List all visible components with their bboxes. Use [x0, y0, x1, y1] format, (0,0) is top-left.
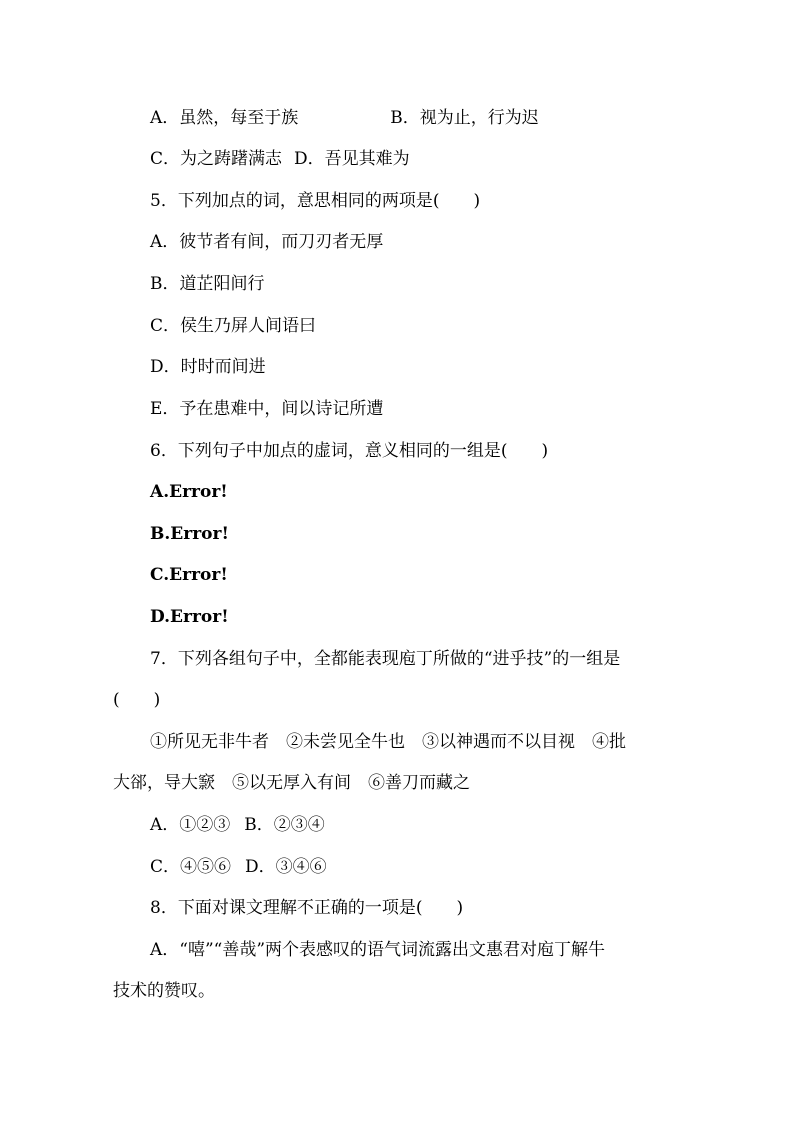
q8-option-a-line2: 技术的赞叹。: [113, 981, 215, 1001]
q4-option-c: C．为之踌躇满志: [150, 149, 283, 169]
q5-option-b: B．道芷阳间行: [150, 274, 265, 294]
q6-option-c: C.Error!: [150, 565, 228, 585]
q5-option-c: C．侯生乃屏人间语曰: [150, 316, 317, 336]
q7-option-d: D．③④⑥: [245, 857, 327, 877]
q7-option-a: A．①②③: [150, 815, 231, 835]
q5-stem: 5．下列加点的词，意思相同的两项是( ): [150, 191, 481, 211]
q4-option-b: B．视为止，行为迟: [390, 108, 539, 128]
q5-option-e: E．予在患难中，间以诗记所遭: [150, 399, 384, 419]
q4-options-row2: [150, 148, 410, 170]
q7-options-row2: [150, 856, 327, 878]
q8-option-a-line1: A．“嘻”“善哉”两个表感叹的语气词流露出文惠君对庖丁解牛: [150, 940, 606, 960]
q7-options-row1: [150, 814, 325, 836]
q4-option-d: D．吾见其难为: [294, 149, 410, 169]
q7-items-line2: 大郤，导大窾 ⑤以无厚入有间 ⑥善刀而藏之: [113, 773, 470, 793]
q4-options-row1: [150, 107, 539, 129]
q7-stem-line1: 7．下列各组句子中，全都能表现庖丁所做的“进乎技”的一组是: [150, 649, 621, 669]
q7-option-c: C．④⑤⑥: [150, 857, 232, 877]
q4-option-a: A．虽然，每至于族: [150, 108, 299, 128]
q7-stem-line2: ( ): [113, 690, 161, 710]
q7-option-b: B．②③④: [244, 815, 325, 835]
q6-option-b: B.Error!: [150, 524, 229, 544]
q5-option-d: D．时时而间进: [150, 357, 266, 377]
q5-option-a: A．彼节者有间，而刀刃者无厚: [150, 232, 384, 252]
q8-stem: 8．下面对课文理解不正确的一项是( ): [150, 898, 464, 918]
q6-stem: 6．下列句子中加点的虚词，意义相同的一组是( ): [150, 441, 549, 461]
q7-items-line1: ①所见无非牛者 ②未尝见全牛也 ③以神遇而不以目视 ④批: [150, 732, 626, 752]
q6-option-d: D.Error!: [150, 607, 229, 627]
q6-option-a: A.Error!: [150, 482, 228, 502]
